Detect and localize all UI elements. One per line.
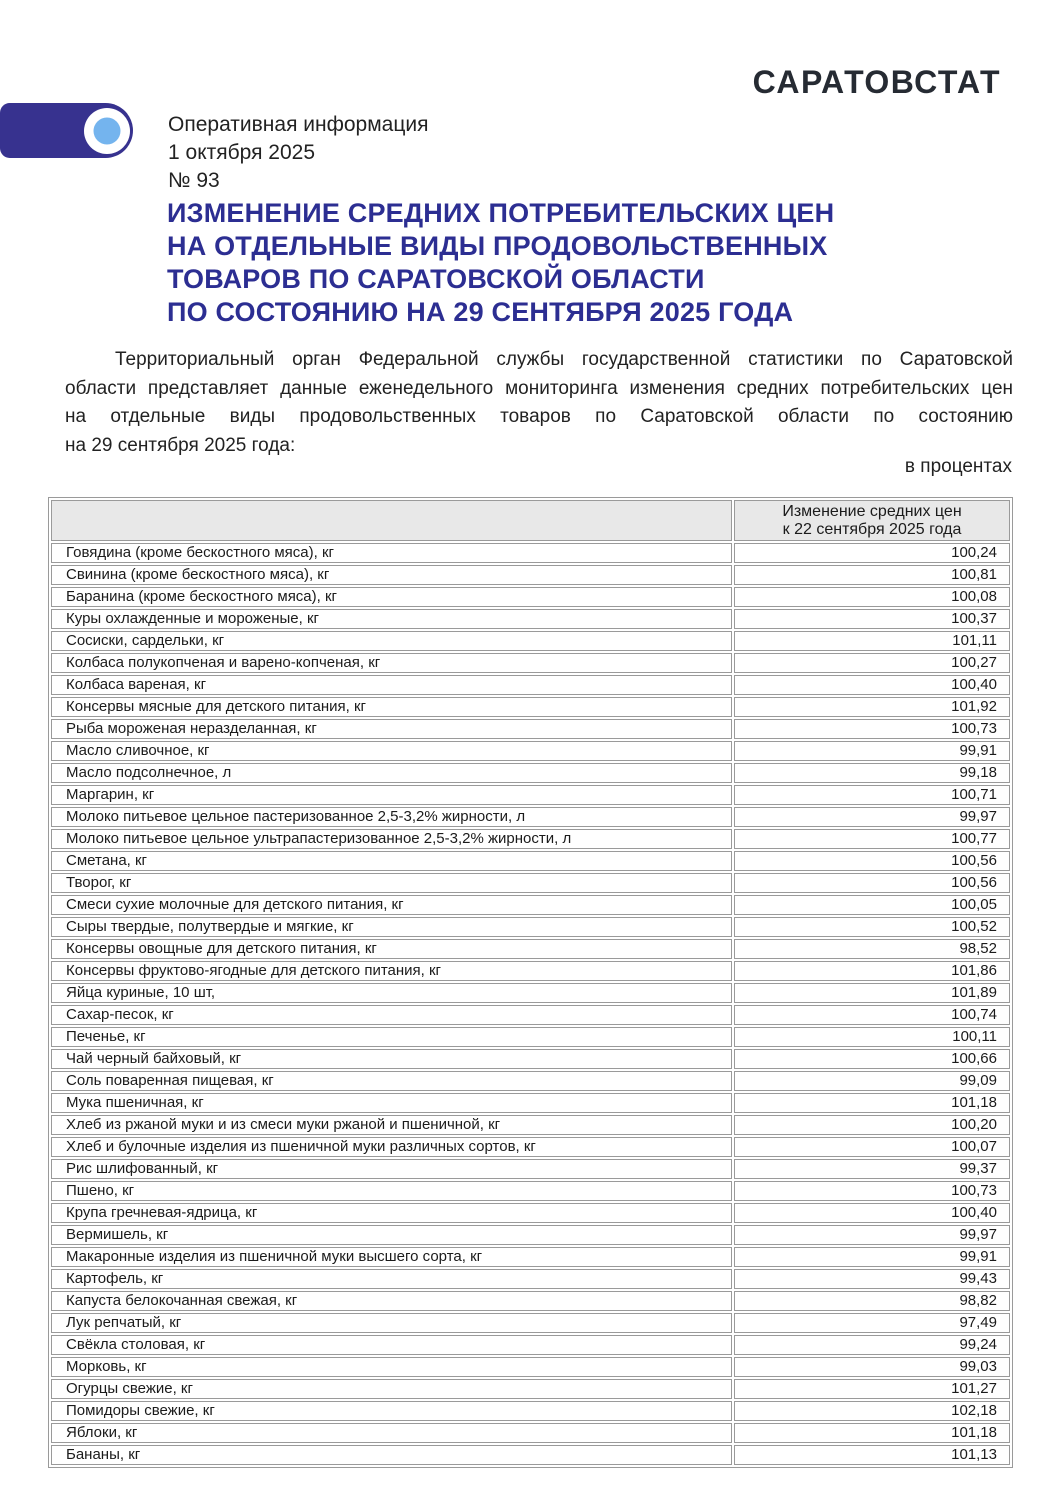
table-row — [51, 1291, 1010, 1311]
price-change-cell: 97,49 — [734, 1313, 1010, 1333]
table-row — [51, 1071, 1010, 1091]
table-row — [51, 939, 1010, 959]
price-change-cell: 100,37 — [734, 609, 1010, 629]
product-name-cell: Макаронные изделия из пшеничной муки высшего сорта, кг — [51, 1247, 732, 1267]
table-row — [51, 1049, 1010, 1069]
intro-paragraph — [65, 346, 1013, 460]
table-row — [51, 1115, 1010, 1135]
change-column-header — [734, 500, 1010, 541]
table-row — [51, 1159, 1010, 1179]
title-line-2: НА ОТДЕЛЬНЫЕ ВИДЫ ПРОДОВОЛЬСТВЕННЫХ — [167, 231, 828, 261]
price-change-cell: 100,11 — [734, 1027, 1010, 1047]
table-row — [51, 961, 1010, 981]
intro-line-2: области представляет данные еженедельного мониторинга изменения средних потребительских цен — [65, 377, 1013, 399]
price-change-cell: 98,52 — [734, 939, 1010, 959]
table-row — [51, 1313, 1010, 1333]
product-name-cell: Масло сливочное, кг — [51, 741, 732, 761]
table-row — [51, 1181, 1010, 1201]
product-name-cell: Капуста белокочанная свежая, кг — [51, 1291, 732, 1311]
table-row — [51, 1203, 1010, 1223]
table-row — [51, 785, 1010, 805]
price-change-cell: 100,08 — [734, 587, 1010, 607]
page-title — [167, 197, 834, 329]
product-name-cell: Морковь, кг — [51, 1357, 732, 1377]
price-change-cell: 100,77 — [734, 829, 1010, 849]
table-row — [51, 983, 1010, 1003]
table-row — [51, 829, 1010, 849]
product-name-cell: Консервы овощные для детского питания, кг — [51, 939, 732, 959]
product-name-cell: Колбаса полукопченая и варено-копченая, кг — [51, 653, 732, 673]
product-name-cell: Бананы, кг — [51, 1445, 732, 1465]
price-change-cell: 100,07 — [734, 1137, 1010, 1157]
price-change-cell: 100,05 — [734, 895, 1010, 915]
product-name-cell: Хлеб и булочные изделия из пшеничной муки различных сортов, кг — [51, 1137, 732, 1157]
product-name-cell: Консервы фруктово-ягодные для детского питания, кг — [51, 961, 732, 981]
price-change-cell: 99,91 — [734, 741, 1010, 761]
product-name-cell: Консервы мясные для детского питания, кг — [51, 697, 732, 717]
price-change-cell: 100,56 — [734, 873, 1010, 893]
price-change-cell: 101,86 — [734, 961, 1010, 981]
title-line-4: ПО СОСТОЯНИЮ НА 29 СЕНТЯБРЯ 2025 ГОДА — [167, 297, 794, 327]
intro-line-3: на отдельные виды продовольственных товаров по Саратовской области по состоянию — [65, 406, 1013, 427]
product-name-cell: Свёкла столовая, кг — [51, 1335, 732, 1355]
saratovstat-wordmark: САРАТОВСТАТ — [752, 64, 1001, 100]
product-name-cell: Пшено, кг — [51, 1181, 732, 1201]
product-name-cell: Свинина (кроме бескостного мяса), кг — [51, 565, 732, 585]
saratovstat-logo — [0, 103, 133, 158]
table-row — [51, 1247, 1010, 1267]
price-change-cell: 101,18 — [734, 1423, 1010, 1443]
price-change-cell: 99,37 — [734, 1159, 1010, 1179]
product-name-cell: Крупа гречневая-ядрица, кг — [51, 1203, 732, 1223]
table-row — [51, 1137, 1010, 1157]
price-change-cell: 100,40 — [734, 1203, 1010, 1223]
product-name-cell: Рис шлифованный, кг — [51, 1159, 732, 1179]
product-name-cell: Печенье, кг — [51, 1027, 732, 1047]
doc-type-label: Оперативная информация — [168, 113, 429, 136]
price-change-cell: 100,66 — [734, 1049, 1010, 1069]
table-row — [51, 653, 1010, 673]
product-name-cell: Соль поваренная пищевая, кг — [51, 1071, 732, 1091]
table-header-row — [51, 500, 1010, 541]
table-row — [51, 675, 1010, 695]
units-note: в процентах — [904, 456, 1012, 477]
price-change-cell: 99,09 — [734, 1071, 1010, 1091]
price-change-cell: 100,24 — [734, 543, 1010, 563]
price-change-cell: 101,92 — [734, 697, 1010, 717]
product-name-cell: Помидоры свежие, кг — [51, 1401, 732, 1421]
document-meta — [168, 111, 428, 195]
table-row — [51, 917, 1010, 937]
price-change-cell: 99,43 — [734, 1269, 1010, 1289]
intro-line-4: на 29 сентября 2025 года: — [65, 434, 296, 456]
product-name-cell: Куры охлажденные и мороженые, кг — [51, 609, 732, 629]
price-change-cell: 100,74 — [734, 1005, 1010, 1025]
product-name-cell: Вермишель, кг — [51, 1225, 732, 1245]
logo-dot-icon — [94, 117, 121, 144]
table-row — [51, 1445, 1010, 1465]
table-row — [51, 565, 1010, 585]
product-name-cell: Яйца куриные, 10 шт, — [51, 983, 732, 1003]
product-name-cell: Хлеб из ржаной муки и из смеси муки ржаной и пшеничной, кг — [51, 1115, 732, 1135]
logo-ring-icon — [84, 108, 130, 154]
table-row — [51, 719, 1010, 739]
table-row — [51, 1357, 1010, 1377]
price-change-cell: 101,27 — [734, 1379, 1010, 1399]
table-row — [51, 895, 1010, 915]
table-row — [51, 1379, 1010, 1399]
price-change-cell: 101,18 — [734, 1093, 1010, 1113]
price-table-head — [51, 500, 1010, 541]
table-row — [51, 1093, 1010, 1113]
product-name-cell: Баранина (кроме бескостного мяса), кг — [51, 587, 732, 607]
price-change-cell: 99,97 — [734, 1225, 1010, 1245]
doc-number: № 93 — [168, 169, 220, 192]
price-change-cell: 99,24 — [734, 1335, 1010, 1355]
product-name-cell: Маргарин, кг — [51, 785, 732, 805]
intro-line-1: Территориальный орган Федеральной службы государственной статистики по Саратовской — [115, 349, 1013, 370]
price-change-cell: 100,56 — [734, 851, 1010, 871]
price-table-body — [51, 543, 1010, 1465]
table-row — [51, 763, 1010, 783]
price-change-cell: 99,03 — [734, 1357, 1010, 1377]
change-header-line-1: Изменение средних цен — [782, 503, 962, 520]
product-name-cell: Картофель, кг — [51, 1269, 732, 1289]
price-change-cell: 100,20 — [734, 1115, 1010, 1135]
product-name-cell: Огурцы свежие, кг — [51, 1379, 732, 1399]
product-name-cell: Сахар-песок, кг — [51, 1005, 732, 1025]
title-line-3: ТОВАРОВ ПО САРАТОВСКОЙ ОБЛАСТИ — [167, 264, 705, 294]
table-row — [51, 631, 1010, 651]
table-row — [51, 1269, 1010, 1289]
price-change-cell: 102,18 — [734, 1401, 1010, 1421]
product-name-cell: Рыба мороженая неразделанная, кг — [51, 719, 732, 739]
table-row — [51, 873, 1010, 893]
product-name-cell: Молоко питьевое цельное ультрапастеризованное 2,5-3,2% жирности, л — [51, 829, 732, 849]
product-name-cell: Яблоки, кг — [51, 1423, 732, 1443]
price-change-cell: 101,11 — [734, 631, 1010, 651]
table-row — [51, 1225, 1010, 1245]
price-change-cell: 100,40 — [734, 675, 1010, 695]
table-row — [51, 851, 1010, 871]
product-name-cell: Колбаса вареная, кг — [51, 675, 732, 695]
table-row — [51, 609, 1010, 629]
price-change-table — [48, 497, 1013, 1468]
product-column-header — [51, 500, 732, 541]
product-name-cell: Сметана, кг — [51, 851, 732, 871]
product-name-cell: Творог, кг — [51, 873, 732, 893]
table-row — [51, 741, 1010, 761]
table-row — [51, 587, 1010, 607]
price-change-cell: 100,81 — [734, 565, 1010, 585]
table-row — [51, 697, 1010, 717]
price-change-cell: 100,71 — [734, 785, 1010, 805]
price-change-cell: 100,27 — [734, 653, 1010, 673]
price-change-cell: 101,89 — [734, 983, 1010, 1003]
table-row — [51, 1335, 1010, 1355]
doc-date: 1 октября 2025 — [168, 141, 315, 164]
table-row — [51, 543, 1010, 563]
product-name-cell: Чай черный байховый, кг — [51, 1049, 732, 1069]
price-change-cell: 99,91 — [734, 1247, 1010, 1267]
price-change-cell: 99,18 — [734, 763, 1010, 783]
price-change-cell: 100,73 — [734, 1181, 1010, 1201]
price-change-cell: 100,52 — [734, 917, 1010, 937]
change-header-line-2: к 22 сентября 2025 года — [782, 520, 962, 538]
price-change-cell: 101,13 — [734, 1445, 1010, 1465]
product-name-cell: Сыры твердые, полутвердые и мягкие, кг — [51, 917, 732, 937]
table-row — [51, 807, 1010, 827]
table-row — [51, 1401, 1010, 1421]
table-row — [51, 1027, 1010, 1047]
product-name-cell: Лук репчатый, кг — [51, 1313, 732, 1333]
product-name-cell: Мука пшеничная, кг — [51, 1093, 732, 1113]
product-name-cell: Смеси сухие молочные для детского питания, кг — [51, 895, 732, 915]
price-change-cell: 98,82 — [734, 1291, 1010, 1311]
title-line-1: ИЗМЕНЕНИЕ СРЕДНИХ ПОТРЕБИТЕЛЬСКИХ ЦЕН — [167, 198, 835, 228]
table-row — [51, 1005, 1010, 1025]
product-name-cell: Масло подсолнечное, л — [51, 763, 732, 783]
price-change-cell: 99,97 — [734, 807, 1010, 827]
product-name-cell: Молоко питьевое цельное пастеризованное 2,5-3,2% жирности, л — [51, 807, 732, 827]
product-name-cell: Говядина (кроме бескостного мяса), кг — [51, 543, 732, 563]
price-change-cell: 100,73 — [734, 719, 1010, 739]
product-name-cell: Сосиски, сардельки, кг — [51, 631, 732, 651]
table-row — [51, 1423, 1010, 1443]
